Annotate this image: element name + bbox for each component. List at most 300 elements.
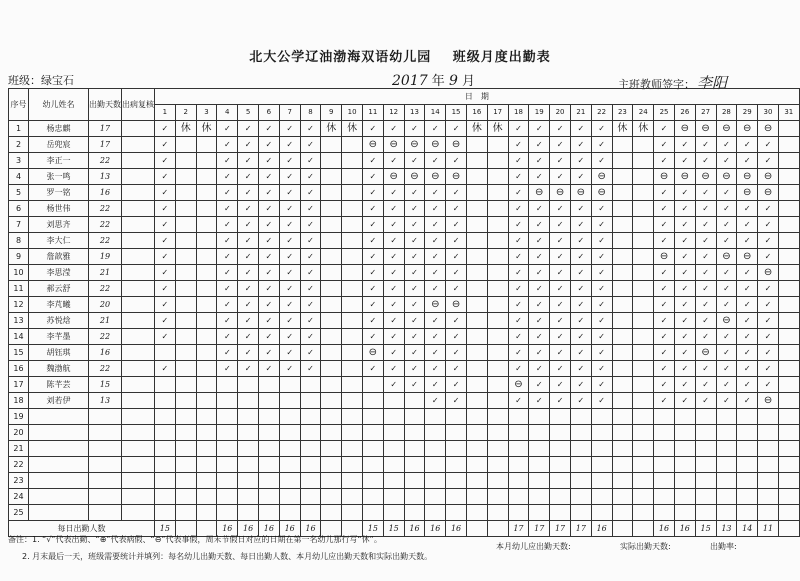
attendance-cell xyxy=(342,137,363,153)
attendance-cell xyxy=(570,425,591,441)
attendance-cell xyxy=(175,217,196,233)
attendance-cell xyxy=(279,441,300,457)
attendance-cell xyxy=(342,265,363,281)
attendance-cell: ✓ xyxy=(508,249,529,265)
attendance-cell: ✓ xyxy=(238,281,259,297)
attendance-cell xyxy=(175,297,196,313)
attendance-cell xyxy=(279,409,300,425)
attendance-cell xyxy=(695,425,716,441)
row-seq: 19 xyxy=(9,409,29,425)
attendance-cell: ✓ xyxy=(550,233,571,249)
attendance-cell: ✓ xyxy=(425,217,446,233)
table-row xyxy=(9,185,800,201)
attendance-cell: ✓ xyxy=(716,233,737,249)
attendance-cell xyxy=(695,505,716,521)
attendance-cell xyxy=(155,441,176,457)
attendance-cell: ✓ xyxy=(529,281,550,297)
attendance-cell xyxy=(487,441,508,457)
attendance-cell xyxy=(217,473,238,489)
attendance-cell: ✓ xyxy=(217,233,238,249)
attendance-cell: ✓ xyxy=(238,185,259,201)
attendance-cell: ✓ xyxy=(737,201,758,217)
attendance-cell xyxy=(383,489,404,505)
attendance-cell: ✓ xyxy=(654,281,675,297)
attendance-cell xyxy=(175,281,196,297)
attendance-cell: ✓ xyxy=(716,185,737,201)
attendance-cell xyxy=(529,457,550,473)
daily-total-cell xyxy=(778,521,799,537)
attendance-cell: ✓ xyxy=(529,249,550,265)
attendance-cell: ✓ xyxy=(279,233,300,249)
attendance-cell: ✓ xyxy=(758,233,779,249)
attendance-cell: ✓ xyxy=(695,281,716,297)
attendance-cell: ✓ xyxy=(591,329,612,345)
attendance-cell: ✓ xyxy=(716,377,737,393)
attendance-cell: ✓ xyxy=(446,121,467,137)
attendance-cell: ✓ xyxy=(217,169,238,185)
table-row xyxy=(9,409,800,425)
attendance-cell xyxy=(778,377,799,393)
daily-total-cell: 17 xyxy=(570,521,591,537)
header-row-1 xyxy=(9,89,800,105)
attendance-cell: ✓ xyxy=(217,153,238,169)
attendance-cell: ✓ xyxy=(238,361,259,377)
attendance-cell: ✓ xyxy=(238,329,259,345)
attendance-cell: ✓ xyxy=(238,249,259,265)
header-day-2: 2 xyxy=(175,105,196,121)
attendance-cell: ✓ xyxy=(155,265,176,281)
table-row xyxy=(9,233,800,249)
attendance-cell: ✓ xyxy=(570,329,591,345)
attendance-cell: ✓ xyxy=(591,377,612,393)
table-row xyxy=(9,361,800,377)
attendance-cell: ✓ xyxy=(529,377,550,393)
attendance-cell xyxy=(155,345,176,361)
attendance-cell xyxy=(778,121,799,137)
attendance-cell: ✓ xyxy=(654,329,675,345)
attendance-cell xyxy=(550,425,571,441)
attendance-cell xyxy=(321,377,342,393)
attendance-cell: ✓ xyxy=(591,265,612,281)
attendance-cell xyxy=(674,505,695,521)
attendance-cell xyxy=(466,217,487,233)
attendance-cell: ✓ xyxy=(654,377,675,393)
attendance-cell: ✓ xyxy=(508,233,529,249)
attend-days: 22 xyxy=(89,217,122,233)
attendance-cell: ✓ xyxy=(155,281,176,297)
attendance-cell xyxy=(466,377,487,393)
attendance-cell xyxy=(196,297,217,313)
attendance-cell: ✓ xyxy=(279,249,300,265)
attendance-cell xyxy=(362,409,383,425)
year-suffix: 年 xyxy=(431,74,445,89)
attendance-cell: ⊖ xyxy=(404,169,425,185)
attendance-cell xyxy=(778,137,799,153)
attendance-cell xyxy=(633,185,654,201)
attendance-cell: ✓ xyxy=(425,377,446,393)
attendance-cell xyxy=(529,489,550,505)
attendance-cell: ✓ xyxy=(217,265,238,281)
header-date: 日 期 xyxy=(155,89,800,105)
child-name xyxy=(29,489,89,505)
sick-check xyxy=(122,169,155,185)
attendance-cell: ✓ xyxy=(300,297,321,313)
attendance-cell: ✓ xyxy=(674,361,695,377)
attendance-cell xyxy=(342,329,363,345)
attendance-cell xyxy=(778,265,799,281)
attendance-cell: ⊖ xyxy=(674,169,695,185)
attendance-cell: ✓ xyxy=(258,201,279,217)
attendance-cell xyxy=(342,297,363,313)
attendance-cell xyxy=(778,217,799,233)
attendance-cell: ✓ xyxy=(758,137,779,153)
row-seq: 7 xyxy=(9,217,29,233)
attendance-cell xyxy=(196,313,217,329)
attendance-cell xyxy=(716,441,737,457)
table-row xyxy=(9,153,800,169)
sick-check xyxy=(122,425,155,441)
attendance-cell: ✓ xyxy=(591,361,612,377)
attendance-cell: ✓ xyxy=(446,281,467,297)
attendance-cell xyxy=(383,473,404,489)
attendance-cell xyxy=(612,201,633,217)
attendance-cell: ✓ xyxy=(446,313,467,329)
attendance-cell xyxy=(175,441,196,457)
row-seq: 1 xyxy=(9,121,29,137)
attendance-cell xyxy=(342,249,363,265)
attendance-cell xyxy=(778,313,799,329)
attendance-cell xyxy=(321,393,342,409)
attendance-cell xyxy=(258,377,279,393)
attendance-cell: ✓ xyxy=(654,217,675,233)
daily-total-cell: 16 xyxy=(258,521,279,537)
attendance-cell xyxy=(362,505,383,521)
attendance-cell: ✓ xyxy=(674,345,695,361)
attendance-cell xyxy=(778,489,799,505)
attendance-cell xyxy=(570,473,591,489)
attendance-cell xyxy=(716,457,737,473)
attendance-cell: ✓ xyxy=(737,329,758,345)
attendance-cell xyxy=(633,153,654,169)
attendance-cell xyxy=(342,185,363,201)
attendance-cell: ✓ xyxy=(258,297,279,313)
attendance-cell: ✓ xyxy=(695,393,716,409)
month-value: 9 xyxy=(448,73,458,89)
table-row xyxy=(9,457,800,473)
attendance-cell xyxy=(487,345,508,361)
attendance-cell: ✓ xyxy=(362,249,383,265)
attendance-cell xyxy=(196,233,217,249)
attendance-cell: 休 xyxy=(487,121,508,137)
attendance-cell xyxy=(508,489,529,505)
attendance-cell xyxy=(196,201,217,217)
attendance-cell xyxy=(591,409,612,425)
attendance-cell: ✓ xyxy=(300,361,321,377)
attendance-cell: ✓ xyxy=(591,393,612,409)
attendance-cell xyxy=(612,361,633,377)
sick-check xyxy=(122,121,155,137)
child-name xyxy=(29,409,89,425)
attendance-cell: ✓ xyxy=(300,121,321,137)
attendance-cell xyxy=(196,153,217,169)
attendance-cell xyxy=(196,249,217,265)
attendance-cell xyxy=(778,153,799,169)
daily-total-cell: 16 xyxy=(446,521,467,537)
attendance-cell: ✓ xyxy=(217,185,238,201)
attendance-cell: ✓ xyxy=(529,233,550,249)
sick-check xyxy=(122,377,155,393)
attend-days: 22 xyxy=(89,153,122,169)
attendance-cell: ✓ xyxy=(383,249,404,265)
attendance-cell: ✓ xyxy=(737,217,758,233)
attend-days xyxy=(89,409,122,425)
attendance-cell xyxy=(716,425,737,441)
attendance-cell: ✓ xyxy=(404,345,425,361)
attendance-cell: ✓ xyxy=(425,201,446,217)
attendance-cell xyxy=(778,393,799,409)
attendance-cell xyxy=(612,505,633,521)
attendance-cell xyxy=(321,425,342,441)
attendance-cell: ✓ xyxy=(404,153,425,169)
attendance-cell: ✓ xyxy=(404,313,425,329)
attendance-cell xyxy=(778,185,799,201)
attendance-cell xyxy=(633,425,654,441)
sick-check xyxy=(122,441,155,457)
attendance-cell: ✓ xyxy=(383,329,404,345)
attendance-cell xyxy=(196,361,217,377)
attendance-cell: ⊖ xyxy=(425,137,446,153)
attendance-cell: ✓ xyxy=(383,377,404,393)
attendance-cell xyxy=(217,409,238,425)
attendance-cell: ✓ xyxy=(508,281,529,297)
daily-total-cell: 16 xyxy=(279,521,300,537)
attendance-cell xyxy=(487,233,508,249)
attendance-cell: ✓ xyxy=(217,121,238,137)
row-seq: 25 xyxy=(9,505,29,521)
attendance-cell: ✓ xyxy=(508,297,529,313)
attendance-cell xyxy=(654,457,675,473)
attendance-cell: ✓ xyxy=(217,281,238,297)
attendance-cell xyxy=(155,505,176,521)
attendance-cell xyxy=(362,393,383,409)
attendance-cell: ✓ xyxy=(716,153,737,169)
attendance-cell xyxy=(196,505,217,521)
attendance-cell xyxy=(778,361,799,377)
attendance-cell xyxy=(175,329,196,345)
attendance-cell xyxy=(383,425,404,441)
attendance-cell: ✓ xyxy=(654,137,675,153)
attendance-cell: ✓ xyxy=(383,217,404,233)
attendance-cell xyxy=(196,457,217,473)
table-row xyxy=(9,393,800,409)
table-row xyxy=(9,505,800,521)
attendance-cell: ✓ xyxy=(529,345,550,361)
attendance-cell xyxy=(155,473,176,489)
attendance-cell xyxy=(155,425,176,441)
attendance-cell xyxy=(446,409,467,425)
attendance-cell: ✓ xyxy=(550,137,571,153)
attendance-cell xyxy=(570,441,591,457)
attendance-cell xyxy=(591,457,612,473)
row-seq: 6 xyxy=(9,201,29,217)
attend-days: 22 xyxy=(89,233,122,249)
attendance-cell xyxy=(612,265,633,281)
attendance-cell xyxy=(342,441,363,457)
attendance-cell xyxy=(342,153,363,169)
attend-days: 22 xyxy=(89,281,122,297)
attendance-cell: ✓ xyxy=(674,137,695,153)
header-attend-days: 出勤天数 xyxy=(89,89,122,121)
attendance-cell: ✓ xyxy=(362,233,383,249)
attendance-cell: ✓ xyxy=(446,233,467,249)
daily-total-cell: 15 xyxy=(155,521,176,537)
row-seq: 12 xyxy=(9,297,29,313)
attendance-cell xyxy=(778,425,799,441)
attendance-cell xyxy=(466,233,487,249)
attendance-cell xyxy=(321,441,342,457)
attendance-cell xyxy=(778,473,799,489)
attendance-cell: ✓ xyxy=(279,201,300,217)
attend-days xyxy=(89,441,122,457)
attendance-cell xyxy=(321,457,342,473)
attendance-cell: ✓ xyxy=(258,153,279,169)
attendance-cell xyxy=(466,313,487,329)
attendance-cell: ⊖ xyxy=(758,265,779,281)
sick-check xyxy=(122,409,155,425)
attendance-cell: ✓ xyxy=(217,361,238,377)
attendance-cell: ✓ xyxy=(570,153,591,169)
attend-days: 22 xyxy=(89,201,122,217)
attendance-cell xyxy=(425,489,446,505)
attendance-cell xyxy=(321,249,342,265)
attendance-cell xyxy=(362,473,383,489)
attendance-cell: ✓ xyxy=(404,281,425,297)
attendance-cell: ✓ xyxy=(446,393,467,409)
header-sick-check: 出病复核 xyxy=(122,89,155,121)
attendance-cell xyxy=(175,233,196,249)
table-row xyxy=(9,121,800,137)
attendance-cell xyxy=(570,457,591,473)
attendance-cell xyxy=(737,409,758,425)
attendance-cell: ✓ xyxy=(362,153,383,169)
attendance-cell xyxy=(529,441,550,457)
attendance-cell: ✓ xyxy=(425,233,446,249)
school-name: 北大公学辽油渤海双语幼儿园 xyxy=(249,50,432,65)
attendance-cell: ✓ xyxy=(550,265,571,281)
child-name xyxy=(29,457,89,473)
header-day-3: 3 xyxy=(196,105,217,121)
table-row xyxy=(9,489,800,505)
attendance-cell xyxy=(342,505,363,521)
child-name: 胡钰琪 xyxy=(29,345,89,361)
attendance-cell: ✓ xyxy=(695,377,716,393)
attendance-cell xyxy=(404,457,425,473)
attendance-cell xyxy=(633,489,654,505)
attendance-cell: ✓ xyxy=(508,265,529,281)
attendance-cell: ✓ xyxy=(570,233,591,249)
daily-total-cell: 14 xyxy=(737,521,758,537)
attendance-cell xyxy=(716,505,737,521)
sheet-name: 班级月度出勤表 xyxy=(452,50,551,65)
attendance-cell xyxy=(612,169,633,185)
sick-check xyxy=(122,233,155,249)
attendance-cell: ✓ xyxy=(508,185,529,201)
attendance-cell: ✓ xyxy=(529,297,550,313)
attend-days: 15 xyxy=(89,377,122,393)
daily-total-cell: 15 xyxy=(695,521,716,537)
table-row xyxy=(9,217,800,233)
attendance-cell xyxy=(362,441,383,457)
attendance-cell xyxy=(633,345,654,361)
header-day-6: 6 xyxy=(258,105,279,121)
attendance-cell xyxy=(446,505,467,521)
attendance-cell xyxy=(550,457,571,473)
attendance-cell xyxy=(778,233,799,249)
attendance-cell: 休 xyxy=(342,121,363,137)
attendance-cell: ✓ xyxy=(674,281,695,297)
attendance-cell: ✓ xyxy=(279,297,300,313)
attendance-cell: ✓ xyxy=(446,185,467,201)
attendance-cell xyxy=(383,409,404,425)
attendance-cell xyxy=(279,473,300,489)
header-day-8: 8 xyxy=(300,105,321,121)
attendance-cell: ✓ xyxy=(155,361,176,377)
attendance-cell xyxy=(674,425,695,441)
attendance-cell xyxy=(466,137,487,153)
attendance-cell xyxy=(758,489,779,505)
attendance-cell xyxy=(737,489,758,505)
sick-check xyxy=(122,473,155,489)
attendance-cell xyxy=(674,473,695,489)
attendance-cell: ✓ xyxy=(737,313,758,329)
header-day-4: 4 xyxy=(217,105,238,121)
attendance-cell xyxy=(466,345,487,361)
attendance-cell xyxy=(487,313,508,329)
daily-total-cell xyxy=(466,521,487,537)
attendance-cell xyxy=(258,425,279,441)
attendance-cell: ✓ xyxy=(674,297,695,313)
attendance-cell: ✓ xyxy=(362,201,383,217)
daily-total-cell: 17 xyxy=(529,521,550,537)
child-name: 岳兜宸 xyxy=(29,137,89,153)
attendance-cell xyxy=(404,473,425,489)
attendance-cell xyxy=(466,297,487,313)
attendance-cell xyxy=(321,505,342,521)
attendance-cell: ✓ xyxy=(258,361,279,377)
attendance-cell: ✓ xyxy=(508,169,529,185)
header-day-31: 31 xyxy=(778,105,799,121)
attendance-cell xyxy=(778,281,799,297)
attendance-cell: ✓ xyxy=(591,137,612,153)
attendance-cell xyxy=(487,393,508,409)
attendance-cell xyxy=(778,249,799,265)
attendance-cell: ⊖ xyxy=(695,345,716,361)
attendance-cell xyxy=(487,377,508,393)
attendance-cell: ✓ xyxy=(258,345,279,361)
attendance-cell xyxy=(508,409,529,425)
attendance-cell: ✓ xyxy=(383,281,404,297)
row-seq: 2 xyxy=(9,137,29,153)
attendance-cell xyxy=(425,473,446,489)
attendance-cell: ✓ xyxy=(716,265,737,281)
attendance-cell xyxy=(404,441,425,457)
attendance-cell xyxy=(404,505,425,521)
child-name: 苏悦焓 xyxy=(29,313,89,329)
attendance-cell: ✓ xyxy=(508,137,529,153)
attendance-cell xyxy=(612,249,633,265)
attendance-cell: ✓ xyxy=(591,345,612,361)
attendance-cell xyxy=(674,489,695,505)
